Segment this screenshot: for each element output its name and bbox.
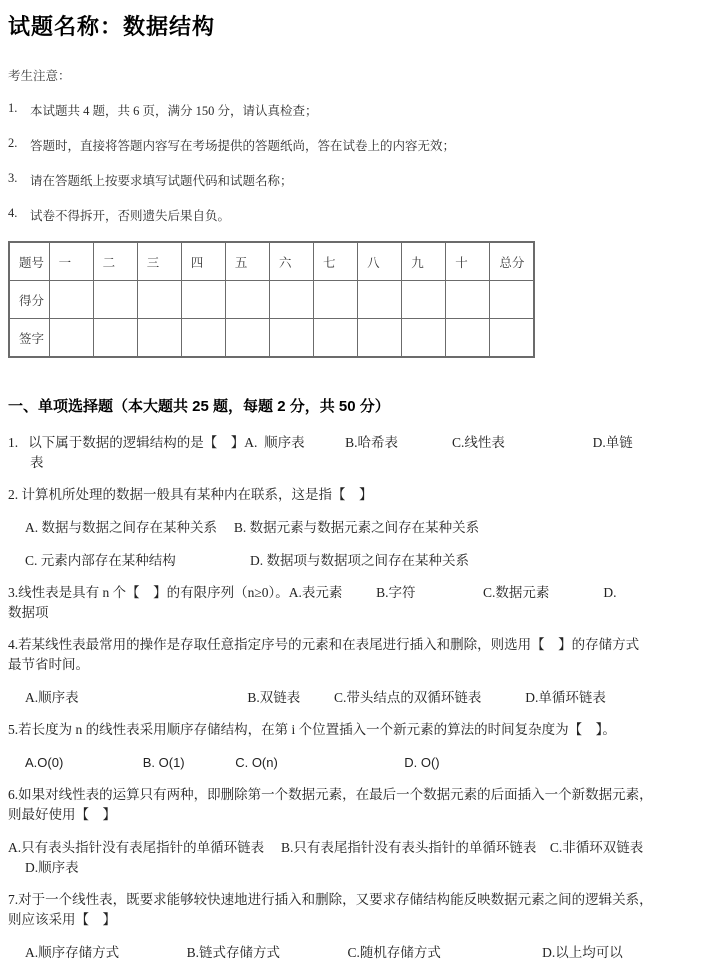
score-table-cell (93, 281, 137, 319)
score-table-header: 一 (49, 242, 93, 281)
score-table-cell (225, 281, 269, 319)
question-line: 7.对于一个线性表，既要求能够较快速地进行插入和删除，又要求存储结构能反映数据元素之间的逻辑关系， (8, 892, 653, 907)
score-table-row-label: 签字 (9, 319, 49, 358)
score-table-cell (49, 281, 93, 319)
note-item-1 (8, 101, 702, 119)
score-table-header: 题号 (9, 242, 49, 281)
question-options-line: A.只有表头指针没有表尾指针的单循环链表 B.只有表尾指针没有表头指针的单循环链表 C.非循环双链表 (8, 840, 644, 855)
score-table-cell (490, 281, 534, 319)
question-2 (8, 485, 702, 571)
score-table-header: 二 (93, 242, 137, 281)
score-table-score-row (9, 281, 534, 319)
score-table-cell (225, 319, 269, 358)
score-table-cell (402, 319, 446, 358)
question-4 (8, 635, 702, 708)
note-text: 请在答题纸上按要求填写试题代码和试题名称； (30, 174, 293, 188)
question-line: 4.若某线性表最常用的操作是存取任意指定序号的元素和在表尾进行插入和删除，则选用【 】的存储方式 (8, 637, 640, 652)
score-table-cell (314, 319, 358, 358)
question-line: 2. 计算机所处理的数据一般具有某种内在联系，这是指【 】 (8, 487, 373, 502)
question-line: 最节省时间。 (8, 657, 89, 672)
note-number: 4. (8, 206, 18, 220)
question-line: 则最好使用【 】 (8, 807, 116, 822)
question-options-line: A.顺序存储方式 B.链式存储方式 C.随机存储方式 D.以上均可以 (25, 945, 623, 960)
question-line: 1. 以下属于数据的逻辑结构的是【 】A. 顺序表 B.哈希表 C.线性表 D.单链 (8, 435, 633, 450)
question-line: 6.如果对线性表的运算只有两种，即删除第一个数据元素，在最后一个数据元素的后面插入一个新数据元素， (8, 787, 653, 802)
question-5 (8, 720, 702, 773)
score-table-header: 总分 (490, 242, 534, 281)
score-table-sign-row (9, 319, 534, 358)
question-line: 表 (30, 455, 44, 470)
score-table-header: 十 (446, 242, 490, 281)
section-heading: 一、单项选择题（本大题共 25 题，每题 2 分，共 50 分） (8, 398, 390, 415)
note-text: 答题时，直接将答题内容写在考场提供的答题纸尚，答在试卷上的内容无效； (30, 139, 456, 153)
score-table-header: 九 (402, 242, 446, 281)
score-table-cell (446, 281, 490, 319)
question-options-line: A.顺序表 B.双链表 C.带头结点的双循环链表 D.单循环链表 (25, 690, 606, 705)
score-table-cell (314, 281, 358, 319)
note-item-3 (8, 171, 702, 189)
question-options-line: A.O(0) B. O(1) C. O(n) D. O() (25, 755, 440, 770)
score-table-header-row (9, 242, 534, 281)
note-number: 1. (8, 101, 18, 115)
score-table-header: 六 (269, 242, 313, 281)
note-text: 本试题共 4 题，共 6 页，满分 150 分，请认真检查； (30, 104, 318, 118)
score-table-cell (93, 319, 137, 358)
question-options-line: A. 数据与数据之间存在某种关系 B. 数据元素与数据元素之间存在某种关系 (25, 520, 480, 535)
score-table-cell (269, 319, 313, 358)
score-table-cell (358, 281, 402, 319)
question-6 (8, 785, 702, 878)
note-text: 试卷不得拆开，否则遗失后果自负。 (30, 209, 231, 223)
question-1 (8, 433, 702, 473)
note-item-4 (8, 206, 702, 224)
question-3 (8, 583, 702, 623)
question-7 (8, 890, 702, 963)
note-number: 2. (8, 136, 18, 150)
score-table (8, 241, 535, 358)
score-table-cell (358, 319, 402, 358)
exam-title: 试题名称：数据结构 (8, 14, 216, 39)
score-table-row-label: 得分 (9, 281, 49, 319)
score-table-cell (137, 319, 181, 358)
score-table-header: 八 (358, 242, 402, 281)
note-number: 3. (8, 171, 18, 185)
score-table-cell (446, 319, 490, 358)
score-table-header: 三 (137, 242, 181, 281)
score-table-cell (137, 281, 181, 319)
question-line: 数据项 (8, 605, 49, 620)
score-table-header: 四 (181, 242, 225, 281)
notes-label: 考生注意： (8, 69, 71, 83)
score-table-cell (181, 319, 225, 358)
question-line: 3.线性表是具有 n 个【 】的有限序列（n≥0）。A.表元素 B.字符 C.数据元素 D. (8, 585, 617, 600)
score-table-cell (402, 281, 446, 319)
question-line: 5.若长度为 n 的线性表采用顺序存储结构，在第 i 个位置插入一个新元素的算法的时间复杂度为【 】。 (8, 722, 616, 737)
score-table-header: 七 (314, 242, 358, 281)
question-options-line: C. 元素内部存在某种结构 D. 数据项与数据项之间存在某种关系 (25, 553, 470, 568)
note-item-2 (8, 136, 702, 154)
score-table-header: 五 (225, 242, 269, 281)
question-line: 则应该采用【 】 (8, 912, 116, 927)
score-table-cell (181, 281, 225, 319)
question-options-line: D.顺序表 (25, 860, 79, 875)
score-table-cell (490, 319, 534, 358)
score-table-cell (269, 281, 313, 319)
score-table-cell (49, 319, 93, 358)
